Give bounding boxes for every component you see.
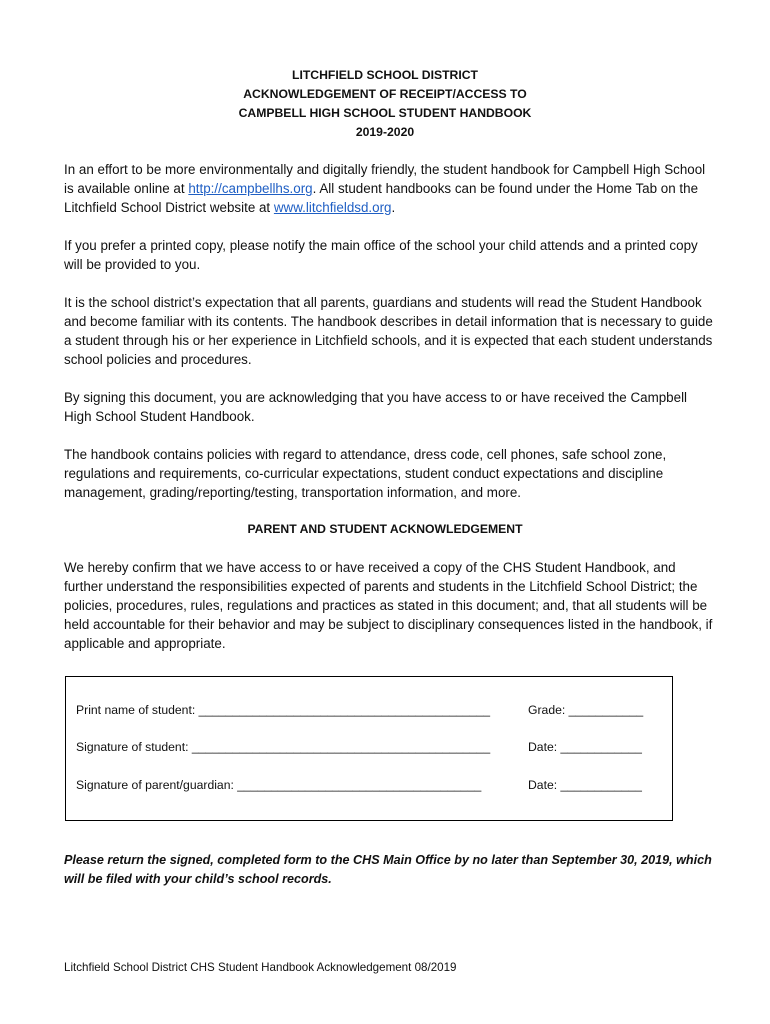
parent-date-field[interactable]: Date: ____________ xyxy=(528,778,642,792)
parent-signature-field[interactable]: Signature of parent/guardian: ____________________________________ xyxy=(76,778,482,792)
signing-paragraph: By signing this document, you are acknowledging that you have access to or have received the Campbell High School Student Handbook. xyxy=(64,390,688,424)
return-instructions: Please return the signed, completed form to the CHS Main Office by no later than September 30, 2019, which will be filed with your child’s school records. xyxy=(64,853,712,886)
title-acknowledgement: ACKNOWLEDGEMENT OF RECEIPT/ACCESS TO xyxy=(243,87,527,101)
acknowledgement-heading: PARENT AND STUDENT ACKNOWLEDGEMENT xyxy=(247,522,523,536)
intro-text-2: . All student handbooks can be found under the Home Tab on the Litchfield School District website at xyxy=(64,181,699,215)
signature-form xyxy=(65,676,673,821)
page-footer: Litchfield School District CHS Student Handbook Acknowledgement 08/2019 xyxy=(64,961,457,974)
intro-text-1: In an effort to be more environmentally and digitally friendly, the student handbook for Campbell High School is available online at xyxy=(64,162,706,196)
student-signature-field[interactable]: Signature of student: ____________________________________________ xyxy=(76,740,491,754)
student-name-field[interactable]: Print name of student: ___________________________________________ xyxy=(76,703,491,717)
title-district: LITCHFIELD SCHOOL DISTRICT xyxy=(292,68,478,82)
contents-paragraph: The handbook contains policies with regard to attendance, dress code, cell phones, safe school zone, regulations and requirements, co-curricular expectations, student conduct expectations and discipline management, grading/reporting/testing, transportation information, and more. xyxy=(64,447,667,500)
document-title xyxy=(0,66,770,142)
printed-copy-paragraph: If you prefer a printed copy, please notify the main office of the school your child attends and a printed copy will be provided to you. xyxy=(64,238,698,272)
acknowledgement-paragraph: We hereby confirm that we have access to or have received a copy of the CHS Student Handbook, and further understand the responsibilities expected of parents and students in the Litchfield School District; the policies, procedures, rules, regulations and practices as stated in this document; and, that all students will be held accountable for their behavior and may be subject to disciplinary consequences listed in the handbook, if applicable and appropriate. xyxy=(64,560,713,651)
expectation-paragraph: It is the school district’s expectation that all parents, guardians and students will read the Student Handbook and become familiar with its contents. The handbook describes in detail information that is necessary to guide a student through his or her experience in Litchfield schools, and it is expected that each student understands school policies and procedures. xyxy=(64,295,713,367)
title-handbook: CAMPBELL HIGH SCHOOL STUDENT HANDBOOK xyxy=(238,106,532,120)
litchfieldsd-link[interactable]: www.litchfieldsd.org xyxy=(273,200,392,215)
campbellhs-link[interactable]: http://campbellhs.org xyxy=(188,181,313,196)
grade-field[interactable]: Grade: ___________ xyxy=(528,703,644,717)
intro-text-3: . xyxy=(391,200,396,215)
title-school-year: 2019-2020 xyxy=(355,125,415,139)
student-date-field[interactable]: Date: ____________ xyxy=(528,740,642,754)
intro-paragraph xyxy=(64,160,714,217)
